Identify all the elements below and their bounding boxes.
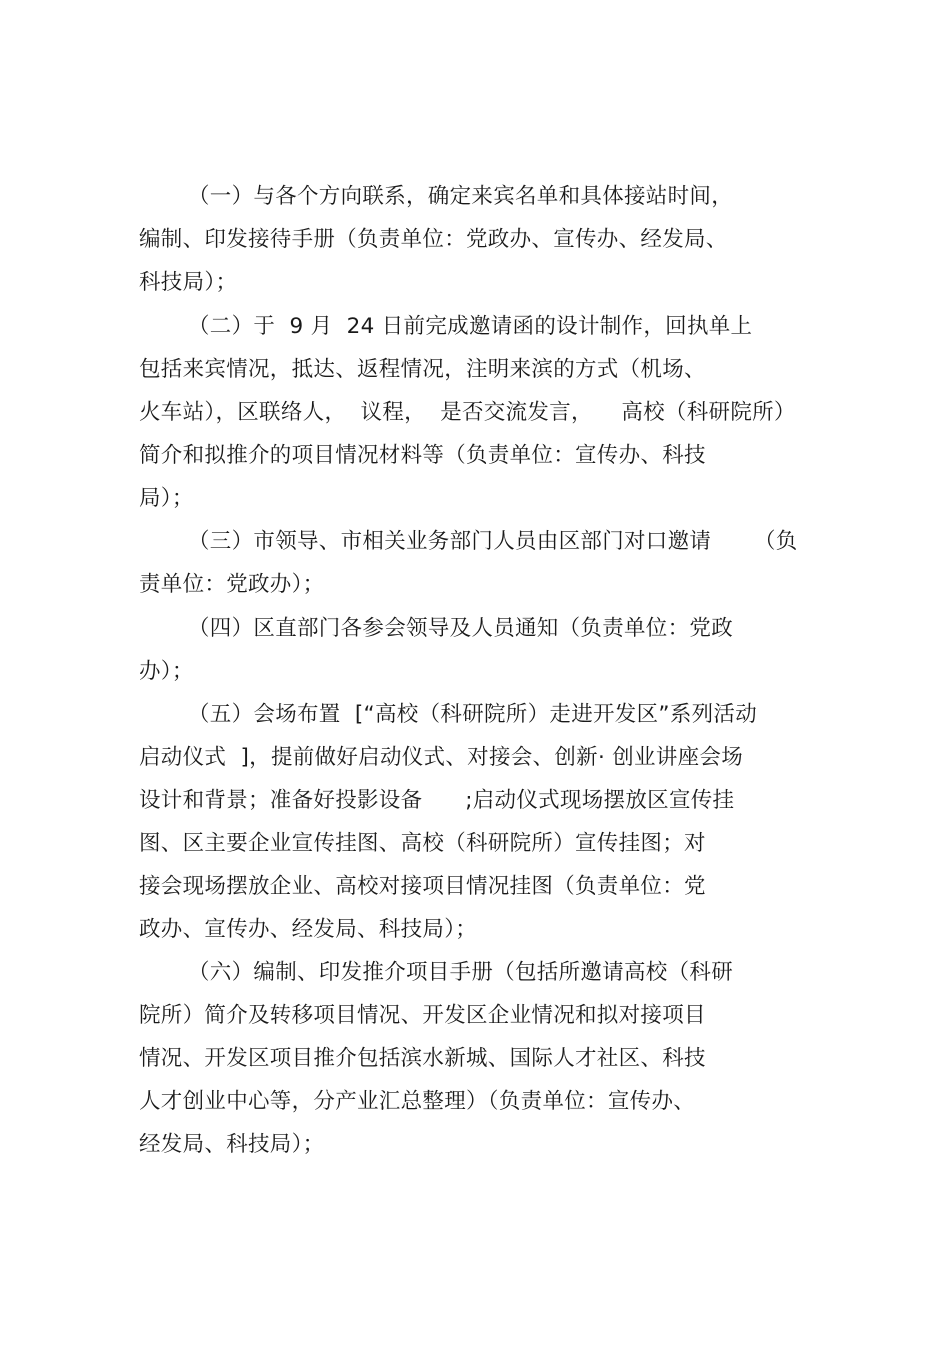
item-2-line-3: 火车站），区联络人， 议程， 是否交流发言， 高校（科研院所） — [139, 400, 796, 425]
item-6-line-2: 院所）简介及转移项目情况、开发区企业情况和拟对接项目 — [139, 1003, 706, 1028]
item-3-line-1: （三）市领导、市相关业务部门人员由区部门对口邀请 （负 — [188, 529, 798, 554]
item-2-line-1: （二）于 9 月 24 日前完成邀请函的设计制作，回执单上 — [188, 314, 753, 339]
item-2-line-2: 包括来宾情况，抵达、返程情况，注明来滨的方式（机场、 — [139, 357, 706, 382]
item-4-line-2: 办）； — [139, 659, 194, 684]
item-5-line-4: 图、区主要企业宣传挂图、高校（科研院所）宣传挂图；对 — [139, 831, 706, 856]
item-6-line-3: 情况、开发区项目推介包括滨水新城、国际人才社区、科技 — [139, 1046, 706, 1071]
item-6-line-1: （六）编制、印发推介项目手册（包括所邀请高校（科研 — [188, 960, 734, 985]
item-5-line-1: （五）会场布置 [“高校（科研院所）走进开发区”系列活动 — [188, 702, 758, 727]
item-5-line-6: 政办、宣传办、经发局、科技局）； — [139, 917, 478, 942]
item-4-line-1: （四）区直部门各参会领导及人员通知（负责单位：党政 — [188, 616, 734, 641]
item-3-line-2: 责单位：党政办）； — [139, 572, 325, 597]
item-2-line-5: 局）； — [139, 486, 194, 511]
item-6-line-4: 人才创业中心等，分产业汇总整理）（负责单位：宣传办、 — [139, 1089, 696, 1114]
item-1-line-1: （一）与各个方向联系，确定来宾名单和具体接站时间， — [188, 184, 734, 209]
item-5-line-5: 接会现场摆放企业、高校对接项目情况挂图（负责单位：党 — [139, 874, 706, 899]
item-1-line-2: 编制、印发接待手册（负责单位：党政办、宣传办、经发局、 — [139, 227, 728, 252]
item-5-line-3: 设计和背景；准备好投影设备 ;启动仪式现场摆放区宣传挂 — [139, 788, 735, 813]
item-1-line-3: 科技局）； — [139, 270, 238, 295]
item-6-line-5: 经发局、科技局）； — [139, 1132, 325, 1157]
item-5-line-2: 启动仪式 ]，提前做好启动仪式、对接会、创新· 创业讲座会场 — [139, 745, 744, 770]
item-2-line-4: 简介和拟推介的项目情况材料等（负责单位：宣传办、科技 — [139, 443, 706, 468]
